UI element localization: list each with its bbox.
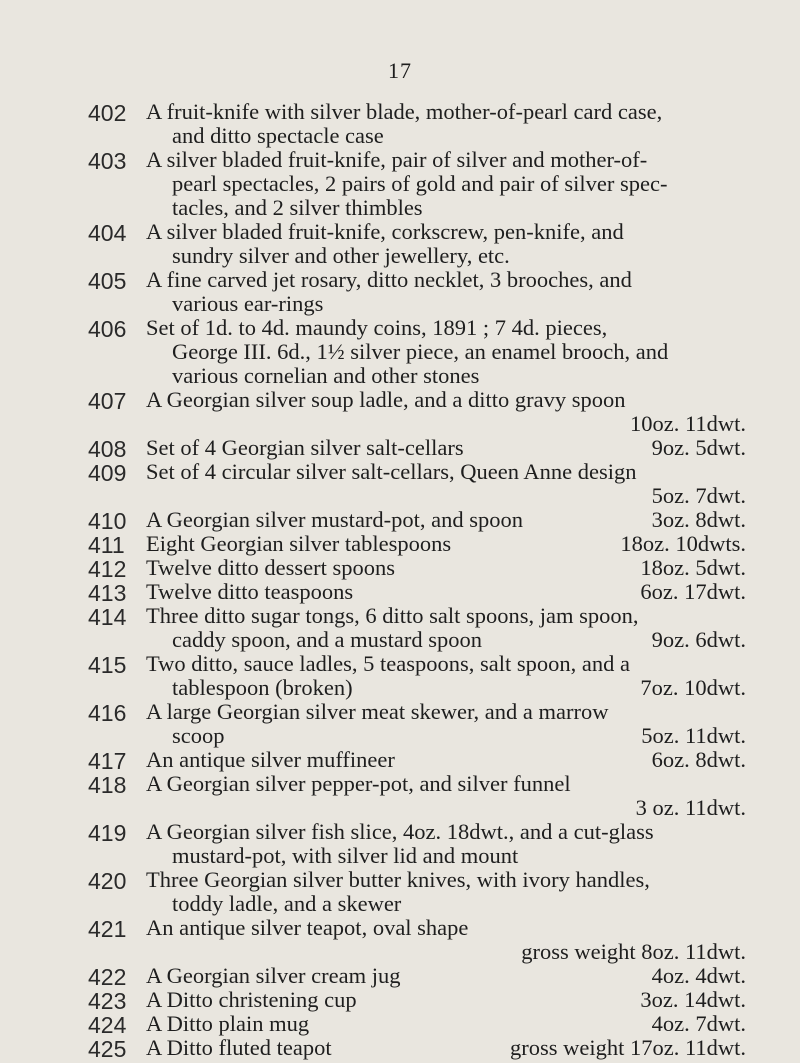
- lot-weight: 7oz. 10dwt.: [640, 675, 746, 700]
- lot-text: Twelve ditto dessert spoons: [146, 555, 396, 580]
- lot-line: [146, 580, 746, 604]
- lot-description: [146, 436, 746, 460]
- lot-weight: 18oz. 5dwt.: [640, 555, 746, 580]
- lot-description: [146, 652, 746, 700]
- page-number: 17: [388, 58, 412, 83]
- lot-weight: 18oz. 10dwts.: [620, 531, 746, 556]
- lot-text: Two ditto, sauce ladles, 5 teaspoons, salt spoon, and a: [146, 651, 630, 676]
- lot-line: [146, 316, 746, 340]
- lot-text: A fine carved jet rosary, ditto necklet, 3 brooches, and: [146, 267, 632, 292]
- lot-weight: 5oz. 11dwt.: [641, 723, 746, 748]
- lot-number: 423: [88, 988, 127, 1014]
- lot-text: caddy spoon, and a mustard spoon: [172, 627, 482, 652]
- lot-entry: [0, 316, 800, 388]
- lot-line: [146, 244, 746, 268]
- lot-line: [146, 196, 746, 220]
- lot-text: A Georgian silver mustard-pot, and spoon: [146, 507, 524, 532]
- lot-line: [146, 652, 746, 676]
- lot-line: [146, 820, 746, 844]
- lot-entry: [0, 580, 800, 604]
- lot-text: A silver bladed fruit-knife, corkscrew, pen-knife, and: [146, 219, 624, 244]
- lot-entry: [0, 100, 800, 148]
- lot-entry: [0, 508, 800, 532]
- lot-text: A Ditto fluted teapot: [146, 1035, 332, 1060]
- lot-text: and ditto spectacle case: [172, 123, 384, 148]
- lot-number: 409: [88, 460, 127, 486]
- lot-text: Three Georgian silver butter knives, with ivory handles,: [146, 867, 650, 892]
- lot-line: [146, 868, 746, 892]
- lot-number: 403: [88, 148, 127, 174]
- lot-weight: 9oz. 5dwt.: [651, 435, 746, 460]
- lot-number: 424: [88, 1012, 127, 1038]
- lot-line: [146, 484, 746, 508]
- lot-weight: 4oz. 7dwt.: [651, 1011, 746, 1036]
- lot-number: 406: [88, 316, 127, 342]
- lot-line: [146, 604, 746, 628]
- lot-number: 411: [88, 532, 125, 558]
- lot-number: 414: [88, 604, 127, 630]
- lot-line: [146, 100, 746, 124]
- lot-entry: [0, 652, 800, 700]
- lot-text: Set of 4 Georgian silver salt-cellars: [146, 435, 464, 460]
- lot-description: [146, 1036, 746, 1060]
- lot-text: various ear-rings: [172, 291, 324, 316]
- lot-weight: 3oz. 14dwt.: [640, 987, 746, 1012]
- lot-entry: [0, 748, 800, 772]
- lot-line: [146, 532, 746, 556]
- lot-line: [146, 172, 746, 196]
- lot-number: 407: [88, 388, 127, 414]
- lot-description: [146, 604, 746, 652]
- lot-line: [146, 508, 746, 532]
- lot-line: [146, 124, 746, 148]
- lot-text: Twelve ditto teaspoons: [146, 579, 354, 604]
- lot-number: 412: [88, 556, 127, 582]
- lot-number: 420: [88, 868, 127, 894]
- lot-line: [146, 556, 746, 580]
- lot-weight: 9oz. 6dwt.: [651, 627, 746, 652]
- lot-text: pearl spectacles, 2 pairs of gold and pair of silver spec-: [172, 171, 668, 196]
- lot-text: A Ditto christening cup: [146, 987, 357, 1012]
- lot-entry: [0, 268, 800, 316]
- lot-description: [146, 820, 746, 868]
- lot-line: [146, 940, 746, 964]
- lot-text: An antique silver muffineer: [146, 747, 395, 772]
- lot-text: Set of 4 circular silver salt-cellars, Queen Anne design: [146, 459, 637, 484]
- lot-weight: 6oz. 8dwt.: [651, 747, 746, 772]
- lot-number: 416: [88, 700, 127, 726]
- lot-line: [146, 148, 746, 172]
- lot-description: [146, 556, 746, 580]
- lot-description: [146, 508, 746, 532]
- lot-number: 404: [88, 220, 127, 246]
- lot-line: [146, 724, 746, 748]
- lot-entry: [0, 988, 800, 1012]
- lot-line: [146, 1012, 746, 1036]
- lot-description: [146, 700, 746, 748]
- lot-description: [146, 460, 746, 508]
- lot-line: [146, 292, 746, 316]
- lot-number: 402: [88, 100, 127, 126]
- lot-line: [146, 388, 746, 412]
- lot-entry: [0, 460, 800, 508]
- lot-line: [146, 1036, 746, 1060]
- lot-description: [146, 988, 746, 1012]
- lot-weight: 4oz. 4dwt.: [651, 963, 746, 988]
- lot-entry: [0, 556, 800, 580]
- lot-description: [146, 316, 746, 388]
- lot-text: George III. 6d., 1½ silver piece, an enamel brooch, and: [172, 339, 669, 364]
- lot-entry: [0, 436, 800, 460]
- lot-text: A silver bladed fruit-knife, pair of silver and mother-of-: [146, 147, 648, 172]
- lot-description: [146, 148, 746, 220]
- lot-text: sundry silver and other jewellery, etc.: [172, 243, 510, 268]
- lot-description: [146, 268, 746, 316]
- lot-text: Set of 1d. to 4d. maundy coins, 1891 ; 7 4d. pieces,: [146, 315, 608, 340]
- lot-entry: [0, 604, 800, 652]
- lot-weight: 5oz. 7dwt.: [651, 483, 746, 508]
- lot-number: 421: [88, 916, 127, 942]
- lot-number: 410: [88, 508, 127, 534]
- lot-entry: [0, 700, 800, 748]
- lot-entry: [0, 964, 800, 988]
- lot-description: [146, 868, 746, 916]
- lot-line: [146, 748, 746, 772]
- lot-weight: 3 oz. 11dwt.: [635, 795, 746, 820]
- lot-entry: [0, 868, 800, 916]
- lot-weight: 3oz. 8dwt.: [651, 507, 746, 532]
- lot-text: A Georgian silver pepper-pot, and silver funnel: [146, 771, 571, 796]
- lot-description: [146, 580, 746, 604]
- lot-line: [146, 796, 746, 820]
- lot-line: [146, 364, 746, 388]
- lot-line: [146, 892, 746, 916]
- lot-description: [146, 388, 746, 436]
- lot-line: [146, 436, 746, 460]
- lot-line: [146, 220, 746, 244]
- lot-description: [146, 748, 746, 772]
- lot-entry: [0, 772, 800, 820]
- lot-number: 419: [88, 820, 127, 846]
- lot-entry: [0, 148, 800, 220]
- lot-line: [146, 340, 746, 364]
- lot-line: [146, 700, 746, 724]
- lot-number: 413: [88, 580, 127, 606]
- lot-text: An antique silver teapot, oval shape: [146, 915, 469, 940]
- lot-description: [146, 1012, 746, 1036]
- lot-text: A large Georgian silver meat skewer, and a marrow: [146, 699, 609, 724]
- lot-line: [146, 772, 746, 796]
- lot-line: [146, 964, 746, 988]
- lot-weight: gross weight 8oz. 11dwt.: [521, 939, 746, 964]
- lot-number: 408: [88, 436, 127, 462]
- lot-line: [146, 460, 746, 484]
- lot-text: A Ditto plain mug: [146, 1011, 310, 1036]
- lot-list: [0, 100, 800, 1060]
- lot-line: [146, 268, 746, 292]
- lot-line: [146, 988, 746, 1012]
- lot-description: [146, 220, 746, 268]
- lot-text: A Georgian silver fish slice, 4oz. 18dwt., and a cut-glass: [146, 819, 654, 844]
- lot-text: A Georgian silver soup ladle, and a ditto gravy spoon: [146, 387, 626, 412]
- lot-text: scoop: [172, 723, 225, 748]
- lot-text: toddy ladle, and a skewer: [172, 891, 402, 916]
- lot-entry: [0, 820, 800, 868]
- lot-text: various cornelian and other stones: [172, 363, 480, 388]
- lot-weight: 10oz. 11dwt.: [629, 411, 746, 436]
- lot-text: Eight Georgian silver tablespoons: [146, 531, 452, 556]
- lot-description: [146, 532, 746, 556]
- lot-description: [146, 100, 746, 148]
- lot-number: 418: [88, 772, 127, 798]
- lot-number: 422: [88, 964, 127, 990]
- lot-line: [146, 844, 746, 868]
- lot-line: [146, 676, 746, 700]
- lot-text: Three ditto sugar tongs, 6 ditto salt spoons, jam spoon,: [146, 603, 639, 628]
- lot-text: mustard-pot, with silver lid and mount: [172, 843, 519, 868]
- lot-number: 415: [88, 652, 127, 678]
- lot-entry: [0, 532, 800, 556]
- lot-entry: [0, 1012, 800, 1036]
- lot-text: tacles, and 2 silver thimbles: [172, 195, 423, 220]
- lot-entry: [0, 916, 800, 964]
- lot-line: [146, 412, 746, 436]
- lot-line: [146, 628, 746, 652]
- lot-weight: gross weight 17oz. 11dwt.: [509, 1035, 746, 1060]
- lot-description: [146, 916, 746, 964]
- lot-text: A fruit-knife with silver blade, mother-of-pearl card case,: [146, 99, 663, 124]
- lot-text: A Georgian silver cream jug: [146, 963, 401, 988]
- lot-description: [146, 964, 746, 988]
- lot-description: [146, 772, 746, 820]
- lot-number: 405: [88, 268, 127, 294]
- lot-weight: 6oz. 17dwt.: [640, 579, 746, 604]
- lot-number: 425: [88, 1036, 127, 1062]
- lot-text: tablespoon (broken): [172, 675, 353, 700]
- lot-entry: [0, 388, 800, 436]
- lot-entry: [0, 220, 800, 268]
- lot-line: [146, 916, 746, 940]
- lot-number: 417: [88, 748, 127, 774]
- lot-entry: [0, 1036, 800, 1060]
